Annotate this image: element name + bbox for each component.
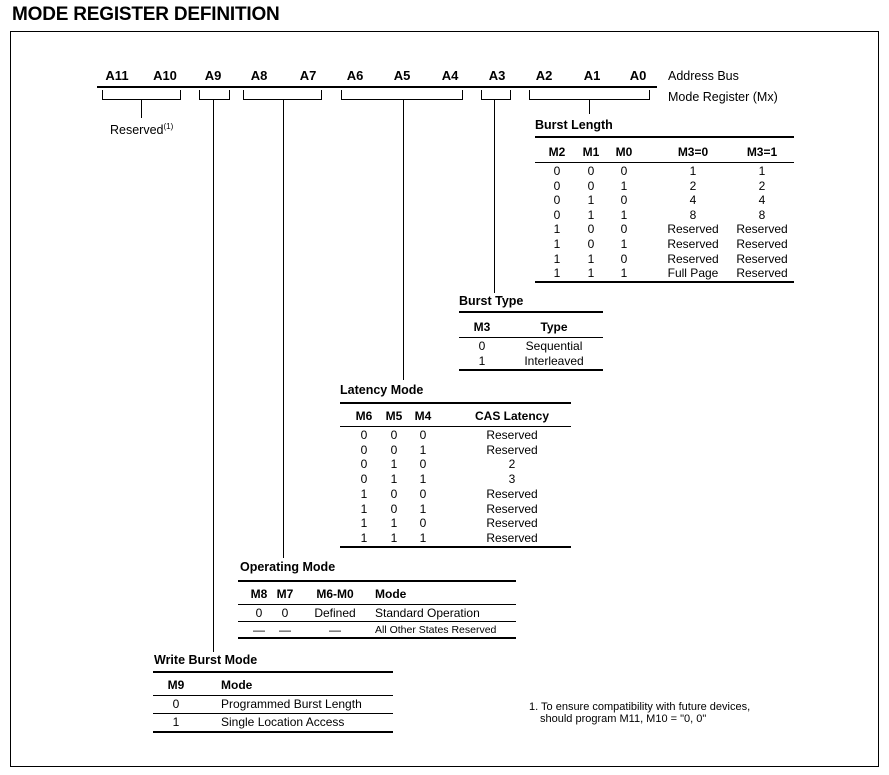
- operating-mode-title: Operating Mode: [240, 560, 336, 574]
- latency-mode-cell: 3: [508, 472, 516, 487]
- latency-mode-header-0: M6: [355, 409, 373, 423]
- latency-mode-cell: 1: [390, 516, 398, 531]
- write-burst-cell: 0: [172, 697, 180, 711]
- write-burst-header-rule: [153, 695, 393, 696]
- latency-mode-cell: 1: [419, 501, 427, 516]
- latency-mode-cell: Reserved: [486, 501, 538, 516]
- burst-length-cell: 4: [758, 193, 766, 208]
- page-title: MODE REGISTER DEFINITION: [12, 4, 280, 25]
- burst-length-cell: Reserved: [667, 237, 719, 251]
- burst-type-bottom-rule: [459, 369, 603, 371]
- latency-mode-header-1: M5: [385, 409, 403, 423]
- connector-burst-length: [589, 100, 590, 114]
- burst-length-cell: 0: [553, 207, 561, 222]
- operating-mode-cell: 0: [281, 606, 289, 620]
- burst-type-header-0: M3: [473, 320, 491, 334]
- burst-length-cell: 1: [620, 266, 628, 281]
- latency-mode-cell: 2: [508, 457, 516, 472]
- latency-mode-cell: Reserved: [486, 530, 538, 545]
- burst-length-header-1: M1: [582, 145, 600, 159]
- latency-mode-header-2: M4: [414, 409, 432, 423]
- burst-length-cell: Reserved: [736, 222, 788, 237]
- address-bit-a8: A8: [250, 68, 268, 83]
- latency-mode-cell: 1: [419, 442, 427, 457]
- latency-mode-cell: 0: [390, 442, 398, 457]
- address-bus-label: Address Bus: [668, 69, 739, 83]
- field-bracket-a3: [481, 90, 511, 100]
- burst-length-cell: 1: [587, 207, 595, 222]
- latency-mode-cell: 0: [390, 428, 398, 442]
- address-bit-a4: A4: [441, 68, 459, 83]
- operating-mode-bottom-rule: [238, 637, 516, 639]
- burst-length-cell: 0: [553, 193, 561, 208]
- burst-type-cell: 1: [478, 354, 486, 368]
- burst-type-top-rule: [459, 311, 603, 313]
- address-bit-a10: A10: [153, 68, 177, 83]
- burst-length-cell: Reserved: [736, 237, 788, 251]
- latency-mode-cell: 1: [419, 530, 427, 545]
- burst-length-cell: Reserved: [736, 266, 788, 281]
- burst-length-cell: 0: [587, 164, 595, 178]
- operating-mode-header-0: M8: [250, 587, 268, 601]
- burst-length-cell: 0: [587, 237, 595, 251]
- burst-length-cell: 0: [620, 164, 628, 178]
- burst-length-cell: 8: [758, 207, 766, 222]
- address-bit-a7: A7: [299, 68, 317, 83]
- burst-length-cell: 0: [587, 178, 595, 193]
- latency-mode-cell: 0: [390, 501, 398, 516]
- burst-length-cell: Full Page: [667, 266, 719, 281]
- write-burst-header-0: M9: [167, 678, 185, 692]
- burst-length-cell: 2: [758, 178, 766, 193]
- latency-mode-cell: 0: [419, 428, 427, 442]
- burst-length-cell: 1: [553, 266, 561, 281]
- burst-type-cell: Interleaved: [524, 354, 584, 368]
- burst-length-cell: 1: [553, 251, 561, 266]
- burst-length-cell: 2: [689, 178, 697, 193]
- mode-register-label: Mode Register (Mx): [668, 90, 778, 104]
- latency-mode-cell: 0: [360, 472, 368, 487]
- latency-mode-cell: 1: [360, 530, 368, 545]
- latency-mode-header-rule: [340, 426, 571, 427]
- reserved-note-ref: (1): [163, 122, 174, 131]
- burst-type-header-rule: [459, 337, 603, 338]
- burst-length-cell: 1: [587, 193, 595, 208]
- footnote-line-1: 1. To ensure compatibility with future devices,: [529, 701, 751, 713]
- burst-type-cell: 0: [478, 339, 486, 353]
- burst-length-header-2: M0: [615, 145, 633, 159]
- address-bit-a3: A3: [488, 68, 506, 83]
- footnote-line-2: should program M11, M10 = "0, 0": [540, 713, 707, 725]
- address-bit-a9: A9: [204, 68, 222, 83]
- latency-mode-cell: 1: [360, 486, 368, 501]
- operating-mode-header-2: M6-M0: [316, 587, 354, 601]
- latency-mode-bottom-rule: [340, 546, 571, 548]
- burst-length-title: Burst Length: [535, 118, 613, 132]
- field-bracket-a8-a7: [243, 90, 322, 100]
- address-bit-a0: A0: [629, 68, 647, 83]
- burst-length-cell: 1: [689, 164, 697, 178]
- latency-mode-cell: Reserved: [486, 442, 538, 457]
- latency-mode-cell: 0: [419, 457, 427, 472]
- write-burst-top-rule: [153, 671, 393, 673]
- operating-mode-cell: Standard Operation: [375, 606, 480, 620]
- address-bit-a1: A1: [583, 68, 601, 83]
- latency-mode-cell: 1: [419, 472, 427, 487]
- address-bit-a11: A11: [105, 68, 129, 83]
- latency-mode-header-3: CAS Latency: [474, 409, 550, 423]
- latency-mode-cell: Reserved: [486, 486, 538, 501]
- burst-length-cell: 1: [620, 207, 628, 222]
- burst-length-cell: 0: [553, 164, 561, 178]
- burst-length-cell: 4: [689, 193, 697, 208]
- burst-length-cell: 1: [553, 237, 561, 251]
- latency-mode-cell: 1: [390, 472, 398, 487]
- burst-length-cell: 1: [620, 178, 628, 193]
- reserved-label: Reserved$^{(1)}$: [110, 122, 174, 138]
- burst-length-bottom-rule: [535, 281, 794, 283]
- field-bracket-a2-a0: [529, 90, 650, 100]
- connector-burst-type: [494, 100, 495, 293]
- connector-reserved: [141, 100, 142, 118]
- latency-mode-top-rule: [340, 402, 571, 404]
- write-burst-cell: Programmed Burst Length: [221, 697, 362, 711]
- burst-length-cell: 1: [587, 266, 595, 281]
- latency-mode-cell: 0: [360, 457, 368, 472]
- write-burst-cell: Single Location Access: [221, 715, 345, 729]
- connector-latency: [403, 100, 404, 380]
- address-bit-a2: A2: [535, 68, 553, 83]
- burst-length-cell: 1: [553, 222, 561, 237]
- burst-length-cell: 1: [620, 237, 628, 251]
- burst-length-cell: 8: [689, 207, 697, 222]
- burst-length-cell: 0: [620, 222, 628, 237]
- burst-length-header-3: M3=0: [677, 145, 709, 159]
- burst-length-header-4: M3=1: [746, 145, 778, 159]
- field-bracket-a11-a10: [102, 90, 181, 100]
- latency-mode-cell: 0: [419, 516, 427, 531]
- latency-mode-cell: 0: [419, 486, 427, 501]
- burst-length-cell: Reserved: [667, 222, 719, 237]
- burst-length-top-rule: [535, 136, 794, 138]
- burst-type-header-1: Type: [540, 320, 568, 334]
- latency-mode-cell: 0: [360, 442, 368, 457]
- burst-length-cell: Reserved: [736, 251, 788, 266]
- write-burst-row-rule: [153, 713, 393, 714]
- burst-length-cell: 1: [758, 164, 766, 178]
- latency-mode-cell: 0: [390, 486, 398, 501]
- latency-mode-cell: 1: [390, 530, 398, 545]
- diagram-frame: [10, 31, 879, 767]
- latency-mode-cell: Reserved: [486, 428, 538, 442]
- latency-mode-title: Latency Mode: [340, 383, 424, 397]
- field-bracket-a9: [199, 90, 230, 100]
- burst-length-cell: 1: [587, 251, 595, 266]
- burst-length-cell: 0: [620, 193, 628, 208]
- operating-mode-cell: —: [253, 623, 265, 637]
- address-bus-line: [97, 86, 657, 88]
- address-bit-a6: A6: [346, 68, 364, 83]
- write-burst-mode-title: Write Burst Mode: [154, 653, 258, 667]
- write-burst-cell: 1: [172, 715, 180, 729]
- burst-length-cell: 0: [587, 222, 595, 237]
- address-bit-a5: A5: [393, 68, 411, 83]
- burst-length-cell: 0: [553, 178, 561, 193]
- operating-mode-header-rule: [238, 604, 516, 605]
- burst-type-cell: Sequential: [525, 339, 583, 353]
- latency-mode-cell: 1: [360, 501, 368, 516]
- latency-mode-cell: 1: [390, 457, 398, 472]
- latency-mode-cell: 1: [360, 516, 368, 531]
- latency-mode-cell: Reserved: [486, 516, 538, 531]
- operating-mode-cell: —: [279, 623, 291, 637]
- connector-write-burst: [213, 100, 214, 652]
- write-burst-header-1: Mode: [221, 678, 253, 692]
- burst-length-cell: 0: [620, 251, 628, 266]
- operating-mode-cell: All Other States Reserved: [375, 624, 497, 636]
- operating-mode-cell: —: [329, 623, 341, 637]
- field-bracket-a6-a4: [341, 90, 463, 100]
- latency-mode-cell: 0: [360, 428, 368, 442]
- connector-operating: [283, 100, 284, 558]
- operating-mode-header-1: M7: [276, 587, 294, 601]
- write-burst-bottom-rule: [153, 731, 393, 733]
- burst-type-title: Burst Type: [459, 294, 524, 308]
- burst-length-cell: Reserved: [667, 251, 719, 266]
- burst-length-header-rule: [535, 162, 794, 163]
- operating-mode-header-3: Mode: [375, 587, 407, 601]
- burst-length-header-0: M2: [548, 145, 566, 159]
- operating-mode-cell: Defined: [314, 606, 356, 620]
- operating-mode-top-rule: [238, 580, 516, 582]
- operating-mode-cell: 0: [255, 606, 263, 620]
- operating-mode-row-rule: [238, 621, 516, 622]
